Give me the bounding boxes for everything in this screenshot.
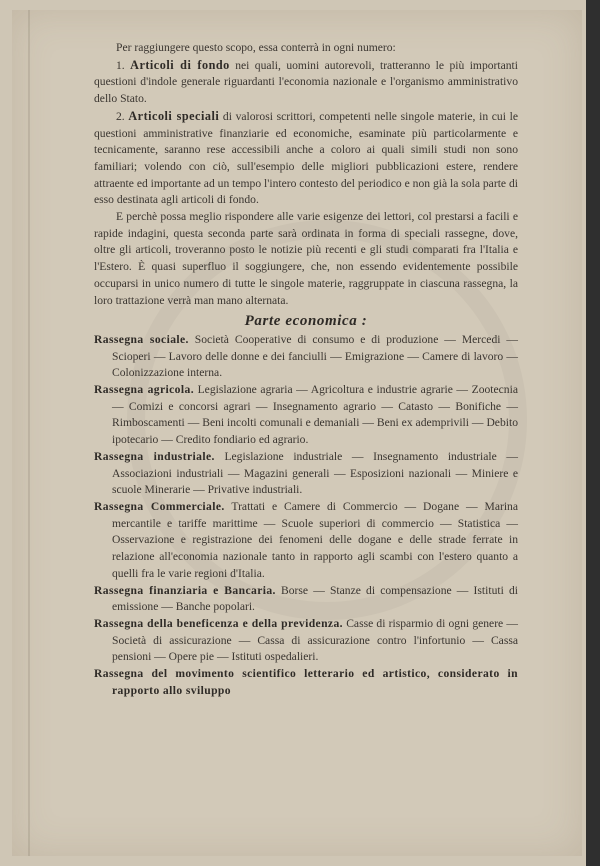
item-number: 2.: [116, 109, 125, 123]
rassegna-title: Rassegna industriale.: [94, 449, 215, 463]
rassegna-title: Rassegna agricola.: [94, 383, 194, 397]
rassegna-title: Rassegna del movimento scientifico letterario ed artistico, considerato in rapporto allo sviluppo: [94, 667, 518, 697]
rassegna-text: Società Cooperative di consumo e di produzione — Mercedi — Scioperi — Lavoro delle donne e dei fanciulli — Emigrazione — Camere di lavoro — Colonizzazione interna.: [112, 332, 518, 380]
item-number: 1.: [116, 58, 125, 72]
rassegna-text: Borse — Stanze di compensazione — Istituti di emissione — Banche popolari.: [112, 583, 518, 614]
item-articoli-di-fondo: [94, 57, 518, 108]
item-articoli-speciali: [94, 108, 518, 209]
rassegna-commerciale: [94, 499, 518, 583]
item-text: nei quali, uomini autorevoli, tratteranno le più importanti questioni d'indole generale riguardanti l'economia nazionale e l'organismo amministrativo dello Stato.: [94, 58, 519, 106]
rassegna-sociale: [94, 332, 518, 382]
rassegna-title: Rassegna Commerciale.: [94, 499, 225, 513]
item-text: di valorosi scrittori, competenti nelle singole materie, in cui le questioni amministrative finanziarie ed economiche, esaminate più particolarmente e tecnicamente, saranno rese accessibili anche a coloro ai quali simili studi non sono familiari; volendo con ciò, sull'esempio delle migliori pubblicazioni estere, rendere attraente ed importante ad un tempo l'intero contesto del periodico e non già la sola parte di esso destinata agli articoli di fondo.: [94, 109, 518, 207]
rassegna-beneficenza: [94, 616, 518, 666]
binding-fold: [28, 10, 30, 856]
body-text: [94, 40, 518, 699]
rassegna-title: Rassegna della beneficenza e della previdenza.: [94, 616, 343, 630]
rassegna-movimento-scientifico: [94, 666, 518, 699]
item-title: Articoli speciali: [128, 108, 220, 123]
scanner-edge: [586, 0, 600, 866]
paragraph-rassegne: E perchè possa meglio rispondere alle varie esigenze dei lettori, col prestarsi a facili e rapide indagini, questa seconda parte sarà ordinata in forma di speciali rassegne, dove, oltre gli articoli, troveranno posto le notizie più recenti e gli studi comparati fra l'Italia e l'Estero. È quasi superfluo il soggiungere, che, non essendo evidentemente possibile occuparsi in unico numero di tutte le singole materie, raggruppate in ciascuna rassegna, la loro trattazione verrà man mano alternata.: [94, 210, 518, 307]
section-heading: Parte economica :: [244, 313, 368, 330]
rassegna-text: Trattati e Camere di Commercio — Dogane — Marina mercantile e tariffe marittime — Scuole superiori di commercio — Statistica — Osservazione e registrazione dei fenomeni delle dogane e delle strade ferrate in relazione all'economia nazionale tanto in rapporto agli scambi con l'estero quanto a quelli fra le varie regioni d'Italia.: [112, 499, 518, 580]
rassegna-title: Rassegna sociale.: [94, 332, 189, 346]
rassegna-title: Rassegna finanziaria e Bancaria.: [94, 583, 276, 597]
rassegna-text: Casse di risparmio di ogni genere — Società di assicurazione — Cassa di assicurazione contro l'infortunio — Cassa pensioni — Opere pie — Istituti ospedalieri.: [112, 616, 518, 664]
rassegna-finanziaria: [94, 583, 518, 616]
item-title: Articoli di fondo: [130, 57, 230, 72]
rassegna-industriale: [94, 449, 518, 499]
rassegna-text: Legislazione industriale — Insegnamento industriale — Associazioni industriali — Magazini generali — Esposizioni nazionali — Miniere e scuole Minerarie — Privative industriali.: [112, 449, 519, 497]
intro-line: Per raggiungere questo scopo, essa conterrà in ogni numero:: [116, 41, 396, 54]
rassegna-text: Legislazione agraria — Agricoltura e industrie agrarie — Zootecnia — Comizi e concorsi agrari — Insegnamento agrario — Catasto — Bonifiche — Rimboscamenti — Beni incolti comunali e demaniali — Beni ex ademprivili — Debito ipotecario — Credito fondiario ed agrario.: [112, 383, 518, 447]
rassegna-agricola: [94, 382, 518, 449]
